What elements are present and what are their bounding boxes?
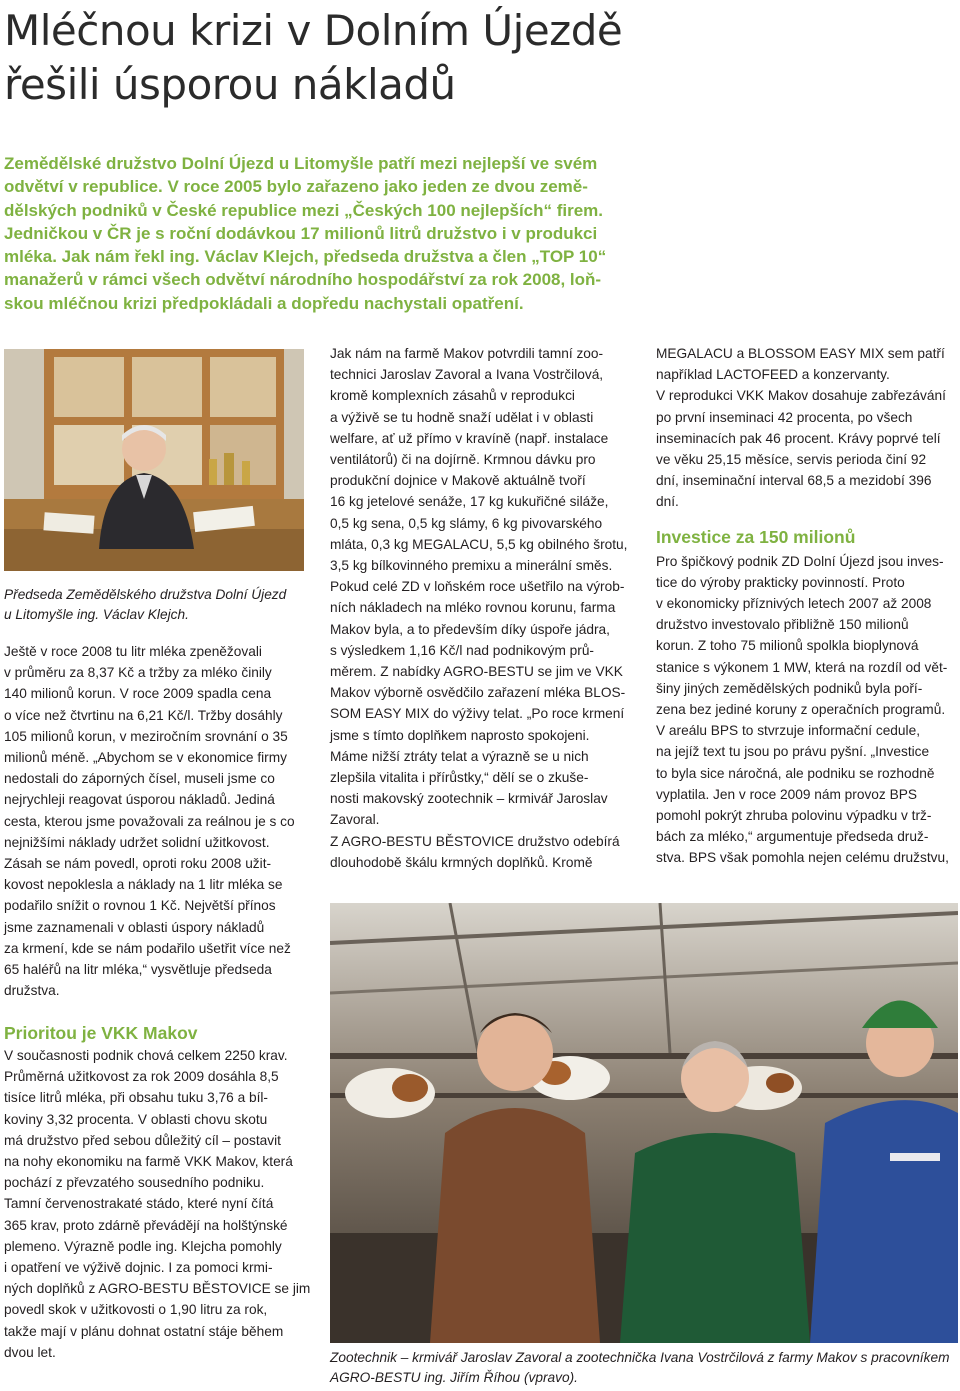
text-line: MEGALACU a BLOSSOM EASY MIX sem patří [656, 346, 945, 361]
text-line: zena bez jediné koruny z operačních programů. [656, 702, 946, 718]
text-line: po první inseminaci 42 procenta, po všech [656, 409, 913, 425]
text-line: 0,5 kg sena, 0,5 kg slámy, 6 kg pivovarského [330, 515, 603, 531]
text-line: 3,5 kg bílkovinného premixu a minerální směs. [330, 558, 613, 574]
text-line: mláta, 0,3 kg MEGALACU, 5,5 kg obilného šrotu, [330, 536, 628, 552]
text-line: nosti makovský zootechnik – krmivář Jaroslav [330, 791, 608, 807]
text-line: na jejíž text tu jsou po právu pyšní. „Investice [656, 744, 930, 760]
text-line: 16 kg jetelové senáže, 17 kg kukuřičné siláže, [330, 494, 609, 510]
text-line: kovost nepoklesla a náklady na 1 litr mléka se [4, 877, 283, 893]
text-line: například LACTOFEED a konzervanty. [656, 367, 890, 383]
text-line: pochází z převzatého sousedního podniku. [4, 1175, 265, 1191]
subheading-investice: Investice za 150 milionů [656, 526, 856, 547]
lead-line: Jedničkou v ČR je s roční dodávkou 17 milionů litrů družstvo i v produkci [4, 223, 598, 243]
text-line: Pro špičkový podnik ZD Dolní Újezd jsou inves- [656, 553, 944, 569]
text-line: v průměru za 8,37 Kč a tržby za mléko činily [4, 665, 272, 681]
text-line: družstva. [4, 983, 60, 999]
text-line: i opatření ve výživě dojnic. I za pomoci krmi- [4, 1260, 273, 1276]
text-line: ních nákladech na mléko rovnou korunu, farma [330, 600, 616, 616]
text-line: šiny jiných zemědělských podniků byla poří- [656, 680, 923, 696]
title-line: Mléčnou krizi v Dolním Újezdě [4, 6, 623, 55]
text-line: stanice s výkonem 1 MW, která na rozdíl od vět- [656, 659, 948, 675]
lead-line: odvětví v republice. V roce 2005 bylo zařazeno jako jeden ze dvou země- [4, 177, 588, 197]
lead-line: dělských podniků v České republice mezi „Českých 100 nejlepších“ firem. [4, 200, 604, 220]
text-line: tice do výroby prakticky povinností. Proto [656, 574, 905, 590]
text-line: dlouhodobě škálu krmných doplňků. Kromě [330, 854, 593, 870]
title-line: řešili úsporou nákladů [4, 60, 456, 109]
text-line: V současnosti podnik chová celkem 2250 krav. [4, 1048, 288, 1063]
text-line: korun. Z toho 75 milionů spolkla bioplynová [656, 638, 919, 654]
caption-line: u Litomyšle ing. Václav Klejch. [4, 607, 189, 622]
text-line: Máme nižší ztráty telat a výrazně se u nich [330, 748, 589, 764]
text-line: o více než čtvrtinu na 6,21 Kč/l. Tržby dosáhly [4, 707, 283, 723]
lead-line: Zemědělské družstvo Dolní Újezd u Litomyšle patří mezi nejlepší ve svém [4, 154, 598, 173]
text-line: Z AGRO-BESTU BĚSTOVICE družstvo odebírá [330, 833, 620, 849]
text-line: technici Jaroslav Zavoral a Ivana Vostrčilová, [330, 367, 604, 383]
subheading-vkk-makov: Prioritou je VKK Makov [4, 1023, 198, 1043]
text-line: cesta, kterou jsme považovali za reálnou je s co [4, 813, 295, 829]
text-line: milionů méně. „Abychom se v ekonomice firmy [4, 750, 287, 766]
article-lead [4, 152, 954, 315]
chairman-photo-caption [4, 585, 306, 625]
text-line: pomohl pokrýt zhruba polovinu výpadku v trž- [656, 808, 932, 824]
text-line: jsme s tímto doplňkem naprosto spokojeni. [330, 727, 590, 743]
caption-line: Zootechnik – krmivář Jaroslav Zavoral a zootechnička Ivana Vostrčilová z farmy Makov s pracovníkem [330, 1350, 950, 1365]
text-line: plemeno. Výrazně podle ing. Klejcha pomohly [4, 1238, 282, 1254]
text-line: zlepšila vitalita i přírůstky,“ dělí se o zkuše- [330, 770, 589, 786]
text-line: welfare, ať už přímo v kravíně (např. instalace [330, 430, 609, 446]
text-line: 140 milionů korun. V roce 2009 spadla cena [4, 686, 272, 702]
column-1-text [4, 641, 306, 1001]
barn-photo-illustration [330, 903, 958, 1343]
text-line: nejrychleji reagovat úsporou nákladů. Jediná [4, 792, 275, 808]
text-line: ventilátorů) či na dojírně. Krmnou dávku pro [330, 452, 596, 468]
lead-line: manažerů v rámci všech odvětví národního hospodářství za rok 2008, loň- [4, 270, 602, 290]
text-line: dvou let. [4, 1344, 56, 1360]
text-line: inseminacích pak 46 procent. Krávy poprvé telí [656, 430, 941, 446]
text-line: s výsledkem 1,16 Kč/l nad podnikovým prů- [330, 642, 594, 658]
text-line: má družstvo před sebou důležitý cíl – postavit [4, 1132, 281, 1148]
text-line: V areálu BPS to stvrzuje informační cedule, [656, 723, 920, 739]
text-line: 365 krav, proto zdárně převádějí na holštýnské [4, 1217, 288, 1233]
text-line: nejnižšími náklady udržet solidní užitkovost. [4, 834, 270, 850]
text-line: vyplatila. Jen v roce 2009 nám provoz BPS [656, 786, 917, 802]
text-line: Jak nám na farmě Makov potvrdili tamní zoo- [330, 346, 604, 361]
barn-photo [330, 903, 958, 1343]
text-line: produkční dojnice v Makově aktuálně tvoří [330, 473, 586, 489]
text-line: podařilo snížit o rovnou 1 Kč. Největší přínos [4, 898, 276, 914]
text-line: měrem. Z nabídky AGRO-BESTU se jim ve VKK [330, 664, 623, 680]
text-line: kromě komplexních zásahů v reprodukci [330, 388, 575, 404]
text-line: Tamní červenostrakaté stádo, které nyní čítá [4, 1196, 274, 1212]
text-line: Makov byla, a to především díky úspoře jádra, [330, 621, 610, 637]
text-line: Průměrná užitkovost za rok 2009 dosáhla 8,5 [4, 1069, 279, 1085]
text-line: Makov výborně osvědčilo zařazení mléka BLOS- [330, 685, 626, 701]
text-line: takže mají v plánu dohnat ostatní stáje během [4, 1323, 284, 1339]
chairman-photo-illustration [4, 349, 304, 571]
text-line: na nohy ekonomiku na farmě VKK Makov, která [4, 1154, 293, 1170]
text-line: bách za mléko,“ argumentuje předseda druž- [656, 829, 929, 845]
caption-line: AGRO-BESTU ing. Jiřím Říhou (vpravo). [330, 1370, 578, 1385]
article-title [4, 4, 944, 112]
lead-line: mléka. Jak nám řekl ing. Václav Klejch, předseda družstva a člen „TOP 10“ [4, 247, 607, 267]
chairman-photo [4, 349, 304, 571]
text-line: v ekonomicky příznivých letech 2007 až 2008 [656, 596, 932, 612]
text-line: Zavoral. [330, 812, 380, 828]
text-line: družstvo investovalo přibližně 150 milionů [656, 617, 909, 633]
column-3-text [656, 343, 958, 869]
text-line: Ještě v roce 2008 tu litr mléka zpeněžovali [4, 644, 262, 659]
text-line: Zásah se nám povedl, oproti roku 2008 užit- [4, 856, 272, 872]
text-line: stva. BPS však pomohla nejen celému družstvu, [656, 850, 949, 866]
text-line: 105 milionů korun, v meziročním srovnání o 35 [4, 728, 288, 744]
text-line: dní, inseminační interval 68,5 a mezidobí 396 [656, 473, 932, 489]
text-line: ných doplňků z AGRO-BESTU BĚSTOVICE se jim [4, 1281, 311, 1297]
text-line: to byla sice náročná, ale podniku se rozhodně [656, 765, 935, 781]
text-line: za krmení, kde se nám podařilo ušetřit více než [4, 940, 291, 956]
text-line: jsme zaznamenali v oblasti úspory nákladů [4, 919, 265, 935]
text-line: V reprodukci VKK Makov dosahuje zabřezávání [656, 388, 946, 404]
text-line: koviny 3,32 procenta. V oblasti chovu skotu [4, 1111, 268, 1127]
caption-line: Předseda Zemědělského družstva Dolní Újezd [4, 587, 287, 602]
column-2-text [330, 343, 632, 873]
text-line: 65 haléřů na litr mléka,“ vysvětluje předseda [4, 962, 272, 978]
text-line: ve věku 25,15 měsíce, servis perioda činí 92 [656, 452, 927, 468]
column-1b-text [4, 1045, 311, 1363]
text-line: a výživě se tu hodně snaží udělat i v oblasti [330, 409, 594, 425]
lead-line: skou mléčnou krizi předpokládali a dopředu nachystali opatření. [4, 293, 524, 313]
text-line: dní. [656, 494, 679, 510]
text-line: povedl skok v užitkovosti o 1,90 litru za rok, [4, 1302, 268, 1318]
text-line: tisíce litrů mléka, při obsahu tuku 3,76 a bíl- [4, 1090, 268, 1106]
barn-photo-caption [330, 1348, 958, 1388]
text-line: SOM EASY MIX do výživy telat. „Po roce krmení [330, 706, 625, 722]
text-line: Pokud celé ZD v loňském roce ušetřilo na výrob- [330, 579, 625, 595]
text-line: nedostali do záporných čísel, museli jsme co [4, 771, 275, 787]
